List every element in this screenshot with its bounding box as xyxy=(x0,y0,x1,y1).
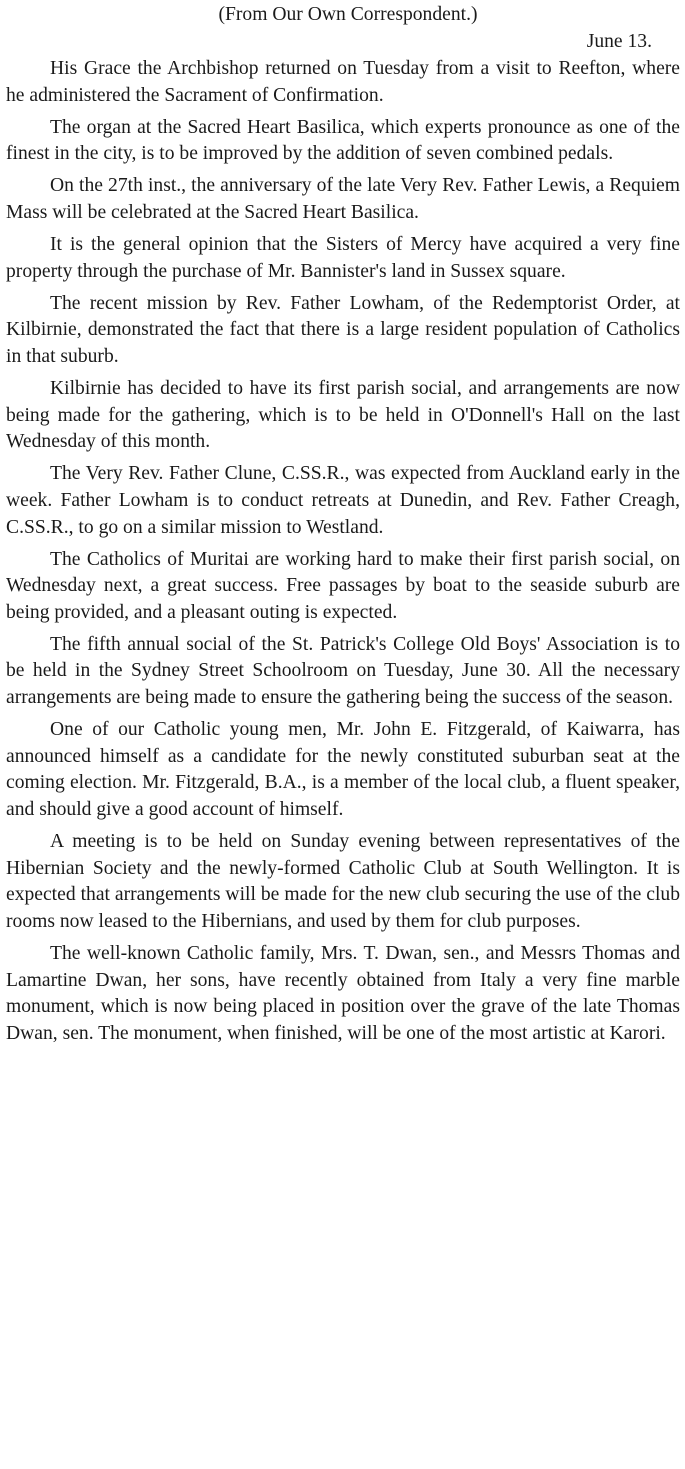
paragraph-hibernian-meeting: A meeting is to be held on Sunday evening between representatives of the Hibernian Society and the newly-formed Catholic Club at South Wellington. It is expected that arrangements will be made for the new club securing the use of the club rooms now leased to the Hibernians, and used by them for club purposes. xyxy=(6,831,680,932)
paragraph-archbishop-visit: His Grace the Archbishop returned on Tuesday from a visit to Reefton, where he administered the Sacrament of Confirmation. xyxy=(6,58,680,106)
paragraph-fitzgerald-candidate: One of our Catholic young men, Mr. John E. Fitzgerald, of Kaiwarra, has announced himself as a candidate for the newly constituted suburban seat at the coming election. Mr. Fitzgerald, B.A., is a member of the local club, a fluent speaker, and should give a good account of himself. xyxy=(6,719,680,820)
paragraph-sisters-of-mercy: It is the general opinion that the Sisters of Mercy have acquired a very fine property through the purchase of Mr. Bannister's land in Sussex square. xyxy=(6,234,680,282)
dateline: June 13. xyxy=(586,31,652,52)
paragraph-kilbirnie-social: Kilbirnie has decided to have its first parish social, and arrangements are now being made for the gathering, which is to be held in O'Donnell's Hall on the last Wednesday of this month. xyxy=(6,378,680,453)
paragraph-requiem-mass: On the 27th inst., the anniversary of the late Very Rev. Father Lewis, a Requiem Mass will be celebrated at the Sacred Heart Basilica. xyxy=(6,175,680,223)
paragraph-dwan-monument: The well-known Catholic family, Mrs. T. Dwan, sen., and Messrs Thomas and Lamartine Dwan, her sons, have recently obtained from Italy a very fine marble monument, which is now being placed in position over the grave of the late Thomas Dwan, sen. The monument, when finished, will be one of the most artistic at Karori. xyxy=(6,942,680,1044)
paragraph-organ: The organ at the Sacred Heart Basilica, which experts pronounce as one of the finest in the city, is to be improved by the addition of seven combined pedals. xyxy=(6,116,680,165)
byline: (From Our Own Correspondent.) xyxy=(218,4,478,25)
paragraph-kilbirnie-mission: The recent mission by Rev. Father Lowham, of the Redemptorist Order, at Kilbirnie, demonstrated the fact that there is a large resident population of Catholics in that suburb. xyxy=(6,292,680,367)
paragraph-muritai-social: The Catholics of Muritai are working hard to make their first parish social, on Wednesday next, a great success. Free passages by boat to the seaside suburb are being provided, and a pleasant outing is expected. xyxy=(6,548,680,623)
paragraph-old-boys-association: The fifth annual social of the St. Patrick's College Old Boys' Association is to be held in the Sydney Street Schoolroom on Tuesday, June 30. All the necessary arrangements are being made to ensure the gathering being the success of the season. xyxy=(6,633,680,709)
paragraph-father-clune: The Very Rev. Father Clune, C.SS.R., was expected from Auckland early in the week. Father Lowham is to conduct retreats at Dunedin, and Rev. Father Creagh, C.SS.R., to go on a similar mission to Westland. xyxy=(6,463,680,538)
